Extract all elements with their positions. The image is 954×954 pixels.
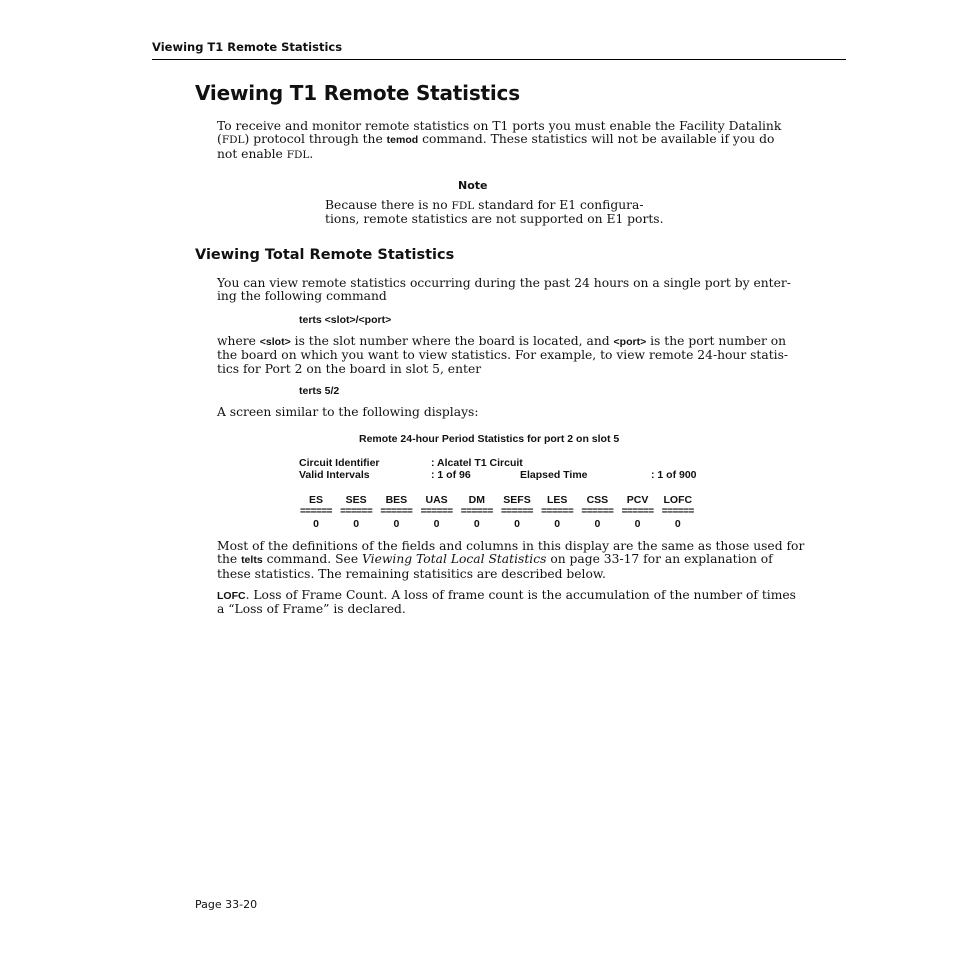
column-value-bes: 0 <box>393 518 400 530</box>
column-value-ses: 0 <box>353 518 360 530</box>
paragraph-2-line-1: where <slot> is the slot number where the board is located, and <port> is the port number on <box>217 334 787 348</box>
paragraph-4-line-1: Most of the definitions of the fields and columns in this display are the same as those used for <box>217 539 805 553</box>
column-value-es: 0 <box>313 518 319 530</box>
paragraph-3-line-1: A screen similar to the following displays: <box>217 405 479 419</box>
column-value-les: 0 <box>554 518 561 530</box>
column-header-uas: UAS <box>425 494 448 506</box>
column-header-css: CSS <box>586 494 609 506</box>
column-separator-dm: ====== <box>460 506 493 517</box>
column-header-pcv: PCV <box>626 494 649 506</box>
circuit-identifier-value: : Alcatel T1 Circuit <box>431 457 523 469</box>
column-header-lofc: LOFC <box>663 494 693 506</box>
paragraph-2-line-2: the board on which you want to view statistics. For example, to view remote 24-hour statis- <box>217 348 789 363</box>
note-line-1: Because there is no FDL standard for E1 configura- <box>325 198 644 212</box>
note-title: Note <box>458 179 488 192</box>
note-body <box>325 199 664 227</box>
command-terts-slot-port: terts <slot>/<port> <box>299 314 392 326</box>
page-number: Page 33-20 <box>195 898 258 911</box>
column-value-lofc: 0 <box>674 518 681 530</box>
column-separator-les: ====== <box>541 506 574 517</box>
screen-title: Remote 24-hour Period Statistics for port 2 on slot 5 <box>359 433 620 445</box>
column-value-uas: 0 <box>433 518 440 530</box>
paragraph-4-line-2: the telts command. See Viewing Total Local Statistics on page 33-17 for an explanation of <box>217 552 773 567</box>
intro-paragraph <box>217 120 781 162</box>
column-separator-uas: ====== <box>420 506 453 517</box>
paragraph-4 <box>217 540 804 581</box>
column-header-ses: SES <box>345 494 367 506</box>
column-header-sefs: SEFS <box>503 494 531 506</box>
paragraph-5 <box>217 589 796 617</box>
paragraph-4-line-3: these statistics. The remaining statisitics are described below. <box>217 566 606 581</box>
column-separator-pcv: ====== <box>621 506 654 517</box>
column-separator-es: ====== <box>299 506 333 517</box>
column-header-dm: DM <box>468 494 485 506</box>
header-rule <box>152 59 846 60</box>
temod-command: temod <box>386 134 419 147</box>
column-value-sefs: 0 <box>514 518 520 530</box>
cross-reference: Viewing Total Local Statistics <box>362 552 547 567</box>
paragraph-5-line-1: LOFC. Loss of Frame Count. A loss of frame count is the accumulation of the number of times <box>217 588 796 602</box>
circuit-identifier-label: Circuit Identifier <box>299 457 380 469</box>
note-line-2: tions, remote statistics are not supported on E1 ports. <box>325 212 664 227</box>
intro-line-3: not enable FDL. <box>217 146 314 161</box>
valid-intervals-label: Valid Intervals <box>299 469 370 481</box>
column-separator-ses: ====== <box>340 506 373 517</box>
column-separator-lofc: ====== <box>661 506 694 517</box>
column-value-pcv: 0 <box>634 518 641 530</box>
column-value-dm: 0 <box>473 518 480 530</box>
intro-line-2: (FDL) protocol through the temod command. These statistics will not be available if you do <box>217 132 775 147</box>
column-header-les: LES <box>546 494 568 506</box>
column-separator-bes: ====== <box>380 506 413 517</box>
lofc-term: LOFC <box>217 590 246 602</box>
valid-intervals-value: : 1 of 96 <box>431 469 471 481</box>
command-terts-5-2: terts 5/2 <box>299 385 340 397</box>
paragraph-2 <box>217 335 788 376</box>
column-separator-css: ====== <box>581 506 614 517</box>
intro-line-1: To receive and monitor remote statistics on T1 ports you must enable the Facility Datalink <box>217 119 782 133</box>
paragraph-3 <box>217 406 478 419</box>
paragraph-1-line-1: You can view remote statistics occurring during the past 24 hours on a single port by enter- <box>217 276 791 290</box>
paragraph-1 <box>217 277 791 304</box>
column-header-es: ES <box>308 494 323 506</box>
section-title: Viewing Total Remote Statistics <box>195 247 455 263</box>
elapsed-time-value: : 1 of 900 <box>651 469 697 481</box>
running-header: Viewing T1 Remote Statistics <box>152 40 343 54</box>
column-separator-sefs: ====== <box>500 506 534 517</box>
column-header-bes: BES <box>385 494 408 506</box>
paragraph-1-line-2: ing the following command <box>217 289 387 304</box>
paragraph-5-line-2: a “Loss of Frame” is declared. <box>217 602 406 617</box>
paragraph-2-line-3: tics for Port 2 on the board in slot 5, enter <box>217 361 482 376</box>
page-title: Viewing T1 Remote Statistics <box>195 81 520 105</box>
column-value-css: 0 <box>594 518 601 530</box>
elapsed-time-label: Elapsed Time <box>520 469 588 481</box>
